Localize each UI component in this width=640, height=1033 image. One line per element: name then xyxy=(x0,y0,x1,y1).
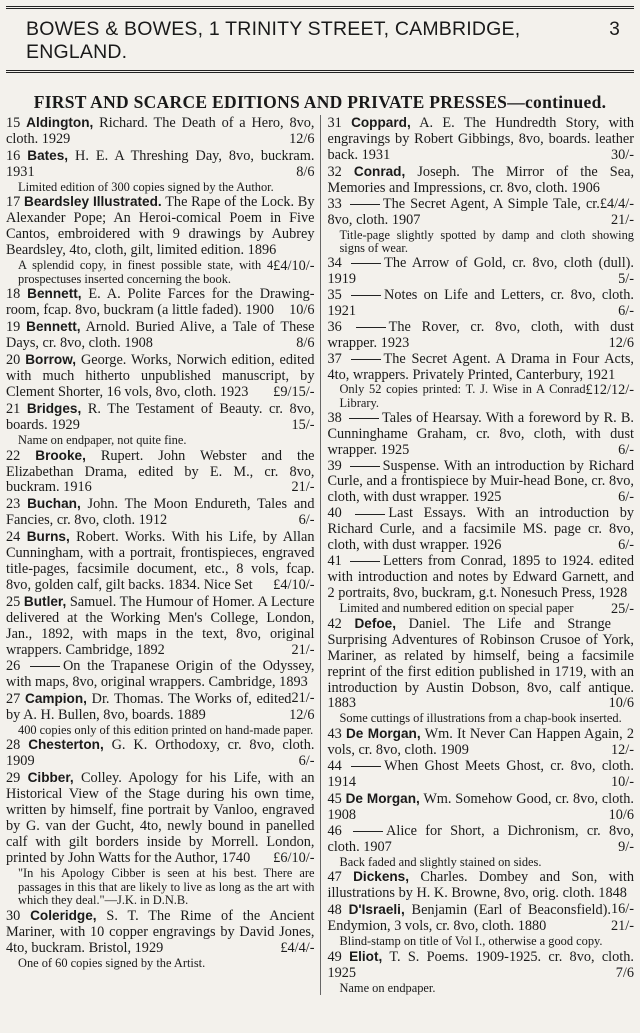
entry-price: 16/- xyxy=(610,901,634,918)
entry-price: 12/6 xyxy=(289,706,315,723)
entry-author: Bridges, xyxy=(26,401,82,417)
entry-author: Aldington, xyxy=(26,115,94,130)
ditto-dash xyxy=(351,295,381,296)
entry-number: 39 xyxy=(327,457,347,474)
entry-price: 6/- xyxy=(618,441,634,458)
catalogue-entry xyxy=(6,286,314,319)
catalogue-entry xyxy=(6,115,314,148)
entry-number: 35 xyxy=(327,286,349,303)
entry-note: Limited and numbered edition on special paper xyxy=(339,601,574,616)
entry-author: Beardsley Illustrated. xyxy=(24,194,162,210)
catalogue-entry xyxy=(6,496,314,529)
entry-price: 10/6 xyxy=(608,695,634,712)
entry-price: 12/6 xyxy=(289,130,315,147)
entry-number: 27 xyxy=(6,690,25,707)
catalogue-entry xyxy=(6,448,314,497)
catalogue-entry xyxy=(327,824,634,856)
entry-number: 44 xyxy=(327,757,349,774)
entry-price: 15/- xyxy=(291,417,315,434)
entry-author: Borrow, xyxy=(25,352,77,368)
entry-author: Butler, xyxy=(23,594,67,610)
entry-description: The Secret Agent, A Simple Tale, cr. 8vo, cloth. 1907 xyxy=(327,195,600,228)
catalogue-entry xyxy=(327,288,634,320)
catalogue-entry xyxy=(6,737,314,770)
entry-description: The Secret Agent. A Drama in Four Acts, 4to, wrappers. Privately Printed, Canterbury, 1921 xyxy=(327,350,634,383)
entry-price: 10/6 xyxy=(608,806,634,823)
catalogue-entry xyxy=(6,352,314,401)
entry-number: 21 xyxy=(6,401,27,418)
entry-number: 19 xyxy=(6,319,27,336)
entry-description: Charles. Dombey and Son, with illustrations by H. K. Browne, 8vo, orig. cloth. 1848 xyxy=(327,869,635,902)
entry-note: "In his Apology Cibber is seen at his best. There are passages in this that are likely to live as long as the art with which they deal."—J.K. in D.N.B. xyxy=(18,866,315,908)
entry-description: Joseph. The Mirror of the Sea, Memories and Impressions, cr. 8vo, cloth. 1906 xyxy=(327,163,635,196)
entry-author: Bennett, xyxy=(27,286,82,302)
entry-number: 26 xyxy=(6,657,27,674)
catalogue-entry xyxy=(6,691,314,724)
entry-price: 21/- xyxy=(291,689,315,706)
catalogue-entry xyxy=(6,770,314,867)
ditto-dash xyxy=(349,418,379,419)
ditto-dash xyxy=(350,561,380,562)
entry-description: Robert. Works. With his Life, by Allan Cunningham, with a portrait, frontispieces, engraved title-pages, facsimile document, etc., 8 vols, fcap. 8vo, golden calf, gilt backs. 1834. Nice Set xyxy=(6,529,315,594)
entry-price: 7/6 xyxy=(615,964,634,981)
entry-note: Limited edition of 300 copies signed by the Author. xyxy=(18,179,274,194)
entry-number: 48 xyxy=(327,902,349,919)
top-rule xyxy=(6,6,634,12)
entry-price: 5/- xyxy=(618,270,634,287)
entry-price: 25/- xyxy=(610,601,634,618)
entry-description: Last Essays. With an introduction by Richard Curle, and a facsimile MS. page cr. 8vo, cloth, with dust wrapper. 1926 xyxy=(327,505,634,554)
entry-number: 40 xyxy=(327,505,353,522)
entry-description: Alice for Short, a Dichronism, cr. 8vo, cloth. 1907 xyxy=(327,822,635,855)
entry-author: Conrad, xyxy=(353,163,406,179)
entry-description: G. K. Orthodoxy, cr. 8vo, cloth. 1909 xyxy=(6,737,315,770)
section-title: FIRST AND SCARCE EDITIONS AND PRIVATE PRESSES—continued. xyxy=(33,92,607,112)
entry-author: Chesterton, xyxy=(28,737,104,753)
entry-description: Notes on Life and Letters, cr. 8vo, cloth. 1921 xyxy=(327,286,635,319)
entry-note: 400 copies only of this edition printed on hand-made paper. xyxy=(18,722,314,737)
page-header xyxy=(6,14,634,66)
entry-number: 42 xyxy=(327,615,355,632)
catalogue-entry xyxy=(6,594,314,659)
page-number: 3 xyxy=(609,19,620,40)
entry-author: Bennett, xyxy=(26,319,81,335)
entry-number: 36 xyxy=(327,318,353,335)
entry-note: Name on endpaper, not quite fine. xyxy=(18,432,187,447)
entry-number: 46 xyxy=(327,822,351,839)
entry-number: 24 xyxy=(6,529,27,546)
entry-description: George. Works, Norwich edition, edited with much hitherto unpublished manuscript, by Clement Shorter, 16 vols, 8vo, cloth. 1923 xyxy=(6,352,315,401)
entry-price: 6/- xyxy=(298,512,315,529)
entry-price: 8/6 xyxy=(296,163,315,180)
entry-price: 21/- xyxy=(291,479,315,496)
entry-number: 49 xyxy=(327,948,350,965)
catalogue-entry xyxy=(327,949,634,982)
entry-author: Cibber, xyxy=(27,770,74,786)
entry-author: Campion, xyxy=(25,690,87,706)
entry-description: Suspense. With an introduction by Richard Curle, and a frontispiece by Muir-head Bone, cr. 8vo, cloth, with dust wrapper. 1925 xyxy=(327,457,634,506)
entry-price: £4/4/- xyxy=(599,195,634,212)
catalogue-entry xyxy=(6,401,314,434)
entry-description: The Rape of the Lock. By Alexander Pope; An Heroi-comical Poem in Five Cantos, embroidered with 9 drawings by Aubrey Beardsley, 4to, cloth, gilt, limited edition. 1896 xyxy=(6,194,315,259)
entry-description: Richard. The Death of a Hero, 8vo, cloth. 1929 xyxy=(6,115,315,147)
entry-author: D'Israeli, xyxy=(348,902,405,918)
entry-number: 47 xyxy=(327,869,354,886)
entry-author: De Morgan, xyxy=(345,726,421,742)
entry-author: Coleridge, xyxy=(30,907,97,923)
entry-description: John. The Moon Endureth, Tales and Fancies, cr. 8vo, cloth. 1912 xyxy=(6,496,315,529)
entry-price: £6/10/- xyxy=(273,850,315,867)
entry-author: Defoe, xyxy=(354,615,396,631)
entry-price: 6/- xyxy=(618,489,634,506)
catalogue-entry xyxy=(327,197,634,229)
entry-description: Tales of Hearsay. With a foreword by R. B. Cunninghame Graham, cr. 8vo, cloth, with dust wrapper. 1925 xyxy=(327,409,635,458)
entry-description: Benjamin (Earl of Beaconsfield). Endymion, 3 vols, cr. 8vo, cloth. 1880 xyxy=(327,902,611,935)
entry-number: 41 xyxy=(327,553,347,570)
catalogue-entry xyxy=(327,759,634,791)
entry-author: Bates, xyxy=(27,147,69,163)
catalogue-entry xyxy=(6,319,314,352)
catalogue-entry xyxy=(327,256,634,288)
entry-number: 16 xyxy=(6,147,28,164)
entry-author: Eliot, xyxy=(349,948,383,964)
entry-author: Burns, xyxy=(26,529,70,545)
entry-description: Letters from Conrad, 1895 to 1924. edited with introduction and notes by Edward Garnett, and 2 portraits, 8vo, buckram, g.t. Nonesuch Press, 1928 xyxy=(327,553,634,602)
entry-description: E. A. Polite Farces for the Drawing-room, fcap. 8vo, buckram (a little faded). 1900 xyxy=(6,286,315,319)
entry-description: H. E. A Threshing Day, 8vo, buckram. 1931 xyxy=(6,147,315,180)
entry-note: Only 52 copies printed: T. J. Wise in A Conrad Library. xyxy=(339,382,586,411)
entry-author: Dickens, xyxy=(353,869,410,885)
entry-description: Wm. Somehow Good, cr. 8vo, cloth. 1908 xyxy=(327,790,634,823)
ditto-dash xyxy=(30,666,60,667)
entry-note: One of 60 copies signed by the Artist. xyxy=(18,955,206,970)
catalogue-entry xyxy=(327,320,634,352)
catalogue-columns xyxy=(6,115,634,995)
entry-price: 12/- xyxy=(610,741,634,758)
entry-price: 21/- xyxy=(610,918,634,935)
entry-description: R. The Testament of Beauty. cr. 8vo, boards. 1929 xyxy=(6,401,315,434)
entry-price: 9/- xyxy=(618,838,634,855)
entry-number: 15 xyxy=(6,115,27,131)
entry-price: £4/10/- xyxy=(273,258,315,275)
entry-number: 29 xyxy=(6,770,28,787)
entry-author: Coppard, xyxy=(351,115,411,130)
entry-number: 18 xyxy=(6,286,28,303)
ditto-dash xyxy=(356,327,386,328)
entry-description: S. T. The Rime of the Ancient Mariner, with 10 copper engravings by David Jones, 4to, buckram. Bristol, 1929 xyxy=(6,907,315,956)
ditto-dash xyxy=(350,204,380,205)
entry-price: 10/- xyxy=(610,773,634,790)
ditto-dash xyxy=(355,514,385,515)
catalogue-entry xyxy=(6,908,314,957)
entry-number: 37 xyxy=(327,350,348,367)
catalogue-entry xyxy=(327,726,634,759)
entry-price: 21/- xyxy=(610,211,634,228)
entry-price: £9/15/- xyxy=(273,384,315,401)
entry-number: 38 xyxy=(327,409,346,426)
publisher-line: BOWES & BOWES, 1 TRINITY STREET, CAMBRIDGE, ENGLAND. xyxy=(26,18,521,63)
entry-number: 17 xyxy=(6,194,25,211)
entry-number: 23 xyxy=(6,496,28,513)
entry-price: 30/- xyxy=(610,146,634,163)
entry-price: 6/- xyxy=(298,753,315,770)
catalogue-entry xyxy=(327,616,634,713)
entry-author: Brooke, xyxy=(35,447,86,463)
entry-price: £4/4/- xyxy=(280,939,315,956)
right-column xyxy=(320,115,634,995)
entry-number: 28 xyxy=(6,737,29,754)
entry-description: On the Trapanese Origin of the Odyssey, with maps, 8vo, original wrappers. Cambridge, 1893 xyxy=(6,657,315,690)
entry-price: £4/10/- xyxy=(273,577,315,594)
entry-description: Daniel. The Life and Strange Surprising Adventures of Robinson Crusoe of York, Mariner, as related by himself, being a facsimile reprint of the first edition published in 1719, with an introduction by Austin Dobson, 8vo, calf antique. 1883 xyxy=(327,615,634,712)
entry-number: 30 xyxy=(6,907,31,924)
catalogue-entry xyxy=(327,115,634,164)
ditto-dash xyxy=(351,359,381,360)
entry-description: Colley. Apology for his Life, with an Historical View of the Stage during his own time, written by himself, fine portrait by Vanloo, engraved by G. van der Gucht, 4to, newly bound in panelled calf with gilt borders inside by Morrell. London, printed by John Watts for the Author, 1740 xyxy=(6,770,315,867)
ditto-dash xyxy=(351,766,381,767)
entry-description: T. S. Poems. 1909-1925. cr. 8vo, cloth. 1925 xyxy=(327,948,634,981)
entry-description: The Rover, cr. 8vo, cloth, with dust wrapper. 1923 xyxy=(327,318,635,351)
catalogue-entry xyxy=(327,459,634,507)
entry-note: Blind-stamp on title of Vol I., otherwise a good copy. xyxy=(339,934,603,949)
catalogue-entry xyxy=(327,506,634,554)
entry-description: When Ghost Meets Ghost, cr. 8vo, cloth. 1914 xyxy=(327,757,634,790)
entry-description: The Arrow of Gold, cr. 8vo, cloth (dull). 1919 xyxy=(327,254,634,287)
entry-price: 6/- xyxy=(618,302,634,319)
ditto-dash xyxy=(351,263,381,264)
entry-number: 32 xyxy=(327,163,354,180)
entry-note: Name on endpaper. xyxy=(339,980,436,995)
entry-price: 8/6 xyxy=(296,335,315,352)
entry-number: 31 xyxy=(327,115,352,131)
entry-number: 43 xyxy=(327,726,346,743)
entry-note: Title-page slightly spotted by damp and cloth showing signs of wear. xyxy=(339,227,634,256)
entry-author: De Morgan, xyxy=(345,790,420,806)
entry-description: Samuel. The Humour of Homer. A Lecture delivered at the Working Men's College, London, Jan., 1892, with maps in the text, 8vo, original wrappers. Cambridge, 1892 xyxy=(6,594,315,659)
entry-description: Rupert. John Webster and the Elizabethan Drama, edited by E. M., cr. 8vo, buckram. 1916 xyxy=(6,447,315,496)
entry-price: 10/6 xyxy=(289,302,315,319)
catalogue-entry xyxy=(6,529,314,594)
entry-number: 45 xyxy=(327,790,346,807)
left-column xyxy=(6,115,314,995)
entry-price: £12/12/- xyxy=(585,382,634,399)
entry-description: Arnold. Buried Alive, a Tale of These Days, cr. 8vo, cloth. 1908 xyxy=(6,319,315,352)
entry-price: 12/6 xyxy=(608,334,634,351)
entry-description: Wm. It Never Can Happen Again, 2 vols, cr. 8vo, cloth. 1909 xyxy=(327,726,634,758)
catalogue-entry xyxy=(6,148,314,181)
entry-number: 25 xyxy=(6,594,24,611)
catalogue-entry xyxy=(327,411,634,459)
ditto-dash xyxy=(350,466,380,467)
entry-note: A splendid copy, in finest possible state, with 4 prospectuses inserted concerning the book. xyxy=(18,258,274,286)
catalogue-entry xyxy=(327,791,634,824)
entry-number: 20 xyxy=(6,352,26,369)
catalogue-entry xyxy=(327,902,634,935)
entry-price: 6/- xyxy=(618,537,634,554)
entry-number: 33 xyxy=(327,195,347,212)
entry-author: Buchan, xyxy=(27,496,81,512)
entry-note: Back faded and slightly stained on sides. xyxy=(339,854,542,869)
ditto-dash xyxy=(353,831,383,832)
entry-number: 34 xyxy=(327,254,349,271)
entry-description: Dr. Thomas. The Works of, edited by A. H. Bullen, 8vo, boards. 1889 xyxy=(6,690,292,723)
entry-number: 22 xyxy=(6,447,36,464)
entry-price: 21/- xyxy=(291,642,315,659)
entry-note: Some cuttings of illustrations from a chap-book inserted. xyxy=(339,711,622,726)
entry-description: A. E. The Hundredth Story, with engravings by Robert Gibbings, 8vo, boards. leather back. 1931 xyxy=(327,115,634,163)
